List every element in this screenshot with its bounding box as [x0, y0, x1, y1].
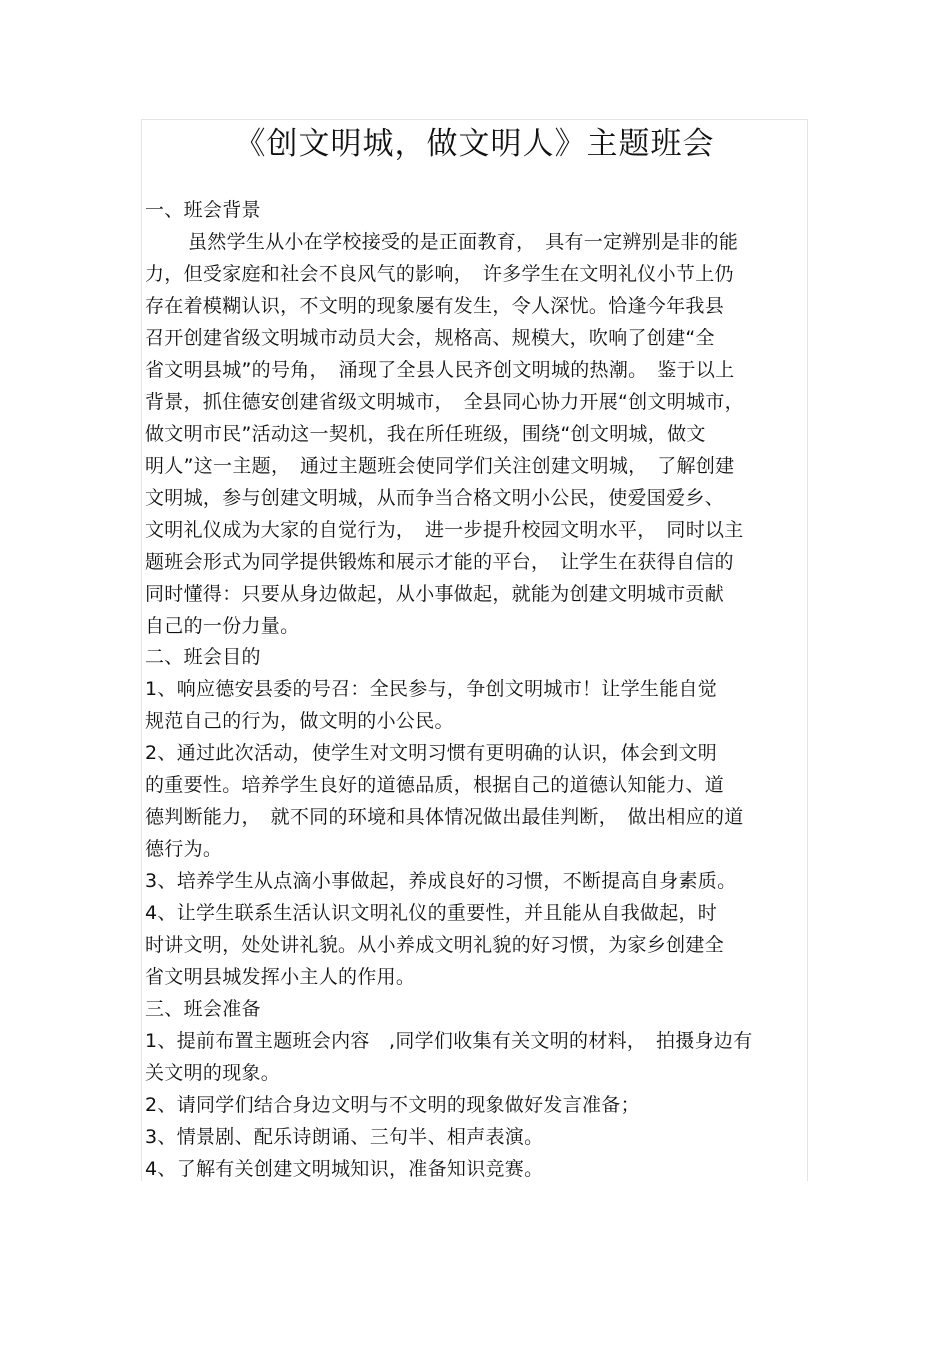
paragraph-line: 存在着模糊认识，不文明的现象屡有发生，令人深忧。恰逢今年我县 — [145, 295, 725, 317]
paragraph-line: 1、响应德安县委的号召：全民参与，争创文明城市！让学生能自觉 — [145, 678, 718, 700]
paragraph-line: 3、培养学生从点滴小事做起，养成良好的习惯，不断提高自身素质。 — [145, 870, 737, 892]
paragraph-line: 的重要性。培养学生良好的道德品质，根据自己的道德认知能力、道 — [145, 774, 725, 796]
paragraph-line: 4、让学生联系生活认识文明礼仪的重要性，并且能从自我做起，时 — [145, 902, 718, 924]
paragraph-line: 力，但受家庭和社会不良风气的影响， 许多学生在文明礼仪小节上仍 — [145, 263, 734, 285]
paragraph-line: 规范自己的行为，做文明的小公民。 — [145, 710, 454, 732]
section-heading-preparation: 三、班会准备 — [145, 998, 261, 1020]
paragraph-line: 自己的一份力量。 — [145, 615, 300, 637]
paragraph-line: 4、了解有关创建文明城知识，准备知识竞赛。 — [145, 1158, 544, 1180]
document-title: 《创文明城，做文明人》主题班会 — [234, 126, 715, 162]
paragraph-line: 做文明市民”活动这一契机，我在所任班级，围绕“创文明城，做文 — [145, 423, 706, 445]
paragraph-line: 2、请同学们结合身边文明与不文明的现象做好发言准备； — [145, 1094, 640, 1116]
paragraph-line: 2、通过此次活动，使学生对文明习惯有更明确的认识，体会到文明 — [145, 742, 718, 764]
paragraph-line: 虽然学生从小在学校接受的是正面教育， 具有一定辨别是非的能 — [188, 231, 739, 253]
paragraph-line: 明人”这一主题， 通过主题班会使同学们关注创建文明城， 了解创建 — [145, 455, 735, 477]
paragraph-line: 省文明县城发挥小主人的作用。 — [145, 966, 416, 988]
paragraph-line: 省文明县城”的号角， 涌现了全县人民齐创文明城的热潮。 鉴于以上 — [145, 359, 735, 381]
paragraph-line: 德行为。 — [145, 838, 223, 860]
section-heading-purpose: 二、班会目的 — [145, 646, 261, 668]
paragraph-line: 文明礼仪成为大家的自觉行为， 进一步提升校园文明水平， 同时以主 — [145, 519, 744, 541]
paragraph-line: 1、提前布置主题班会内容 ,同学们收集有关文明的材料， 拍摄身边有 — [145, 1030, 753, 1052]
paragraph-line: 同时懂得：只要从身边做起，从小事做起，就能为创建文明城市贡献 — [145, 583, 725, 605]
paragraph-line: 文明城，参与创建文明城，从而争当合格文明小公民，使爱国爱乡、 — [145, 487, 725, 509]
paragraph-line: 召开创建省级文明城市动员大会，规格高、规模大，吹响了创建“全 — [145, 327, 715, 349]
paragraph-line: 关文明的现象。 — [145, 1062, 281, 1084]
paragraph-line: 时讲文明，处处讲礼貌。从小养成文明礼貌的好习惯，为家乡创建全 — [145, 934, 725, 956]
paragraph-line: 德判断能力， 就不同的环境和具体情况做出最佳判断， 做出相应的道 — [145, 806, 744, 828]
paragraph-line: 背景，抓住德安创建省级文明城市， 全县同心协力开展“创文明城市， — [145, 391, 744, 413]
section-heading-background: 一、班会背景 — [145, 199, 261, 221]
paragraph-line: 题班会形式为同学提供锻炼和展示才能的平台， 让学生在获得自信的 — [145, 551, 734, 573]
paragraph-line: 3、情景剧、配乐诗朗诵、三句半、相声表演。 — [145, 1126, 544, 1148]
